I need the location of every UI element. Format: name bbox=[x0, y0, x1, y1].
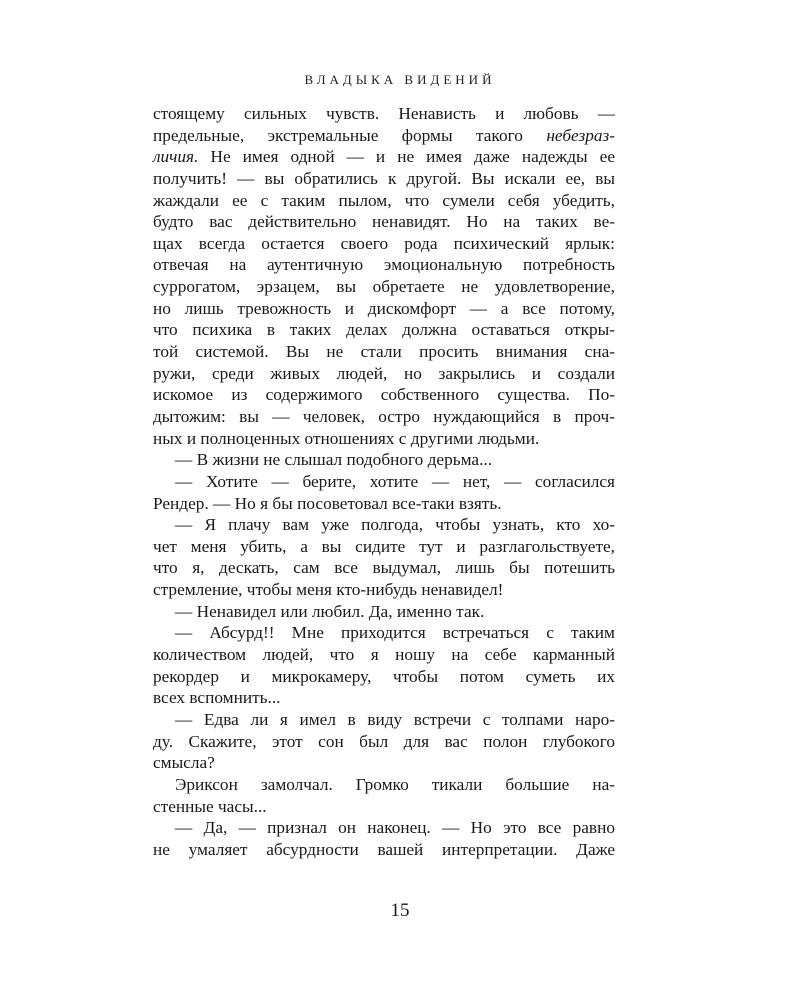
text-line: той системой. Вы не стали просить внимания сна- bbox=[153, 342, 615, 362]
text-line: всех вспомнить... bbox=[153, 688, 281, 708]
emphasis: личия. bbox=[153, 147, 199, 167]
text-line: стенные часы... bbox=[153, 796, 267, 816]
text-line: стремление, чтобы меня кто-нибудь ненавидел! bbox=[153, 580, 504, 600]
text-line: искомое из содержимого собственного существа. По- bbox=[153, 385, 615, 405]
text-line: что я, дескать, сам все выдумал, лишь бы потешить bbox=[153, 558, 615, 578]
text-line: Рендер. — Но я бы посоветовал все-таки взять. bbox=[153, 493, 502, 513]
text-line: ду. Скажите, этот сон был для вас полон глубокого bbox=[153, 731, 615, 751]
text-line: ружи, среди живых людей, но закрылись и создали bbox=[153, 363, 615, 383]
text-line: — Я плачу вам уже полгода, чтобы узнать, кто хо- bbox=[175, 515, 615, 535]
text-line: рекордер и микрокамеру, чтобы потом суметь их bbox=[153, 666, 615, 686]
text-line: смысла? bbox=[153, 753, 215, 773]
text-line: что психика в таких делах должна оставаться откры- bbox=[153, 320, 615, 340]
text-line: не умаляет абсурдности вашей интерпретации. Даже bbox=[153, 839, 615, 859]
text-line: дытожим: вы — человек, остро нуждающийся в проч- bbox=[153, 406, 615, 426]
text-line: — Абсурд!! Мне приходится встречаться с таким bbox=[175, 623, 615, 643]
page-number: 15 bbox=[390, 900, 410, 921]
text-line: щах всегда остается своего рода психический ярлык: bbox=[153, 233, 615, 253]
text-line: предельные, экстремальные формы такого небезраз- bbox=[153, 125, 615, 145]
emphasis: небезраз- bbox=[546, 125, 615, 145]
text-line: количеством людей, что я ношу на себе карманный bbox=[153, 645, 615, 665]
text-line: — Едва ли я имел в виду встречи с толпами наро- bbox=[175, 709, 615, 729]
text-line: личия. Не имея одной — и не имея даже надежды ее bbox=[153, 147, 615, 167]
text-line: — В жизни не слышал подобного дерьма... bbox=[175, 450, 493, 470]
text-line: отвечая на аутентичную эмоциональную потребность bbox=[153, 255, 615, 275]
text-line: жаждали ее с таким пылом, что сумели себя убедить, bbox=[153, 190, 615, 210]
text-line: стоящему сильных чувств. Ненависть и любовь — bbox=[153, 104, 615, 123]
text-line: но лишь тревожность и дискомфорт — а все потому, bbox=[153, 298, 615, 318]
text-line: ных и полноценных отношениях с другими людьми. bbox=[153, 428, 540, 448]
text-line: чет меня убить, а вы сидите тут и разглагольствуете, bbox=[153, 536, 615, 556]
text-line: Эриксон замолчал. Громко тикали большие на- bbox=[175, 774, 615, 794]
body-text bbox=[153, 103, 615, 860]
text-line: — Ненавидел или любил. Да, именно так. bbox=[175, 601, 485, 621]
text-line: будто вас действительно ненавидят. Но на таких ве- bbox=[153, 212, 615, 232]
text-line: — Хотите — берите, хотите — нет, — согласился bbox=[175, 471, 615, 491]
running-title: ВЛАДЫКА ВИДЕНИЙ bbox=[304, 72, 496, 87]
text-line: получить! — вы обратились к другой. Вы искали ее, вы bbox=[153, 168, 615, 188]
text-line: суррогатом, эрзацем, вы обретаете не удовлетворение, bbox=[153, 277, 615, 297]
text-line: — Да, — признал он наконец. — Но это все равно bbox=[175, 818, 615, 838]
